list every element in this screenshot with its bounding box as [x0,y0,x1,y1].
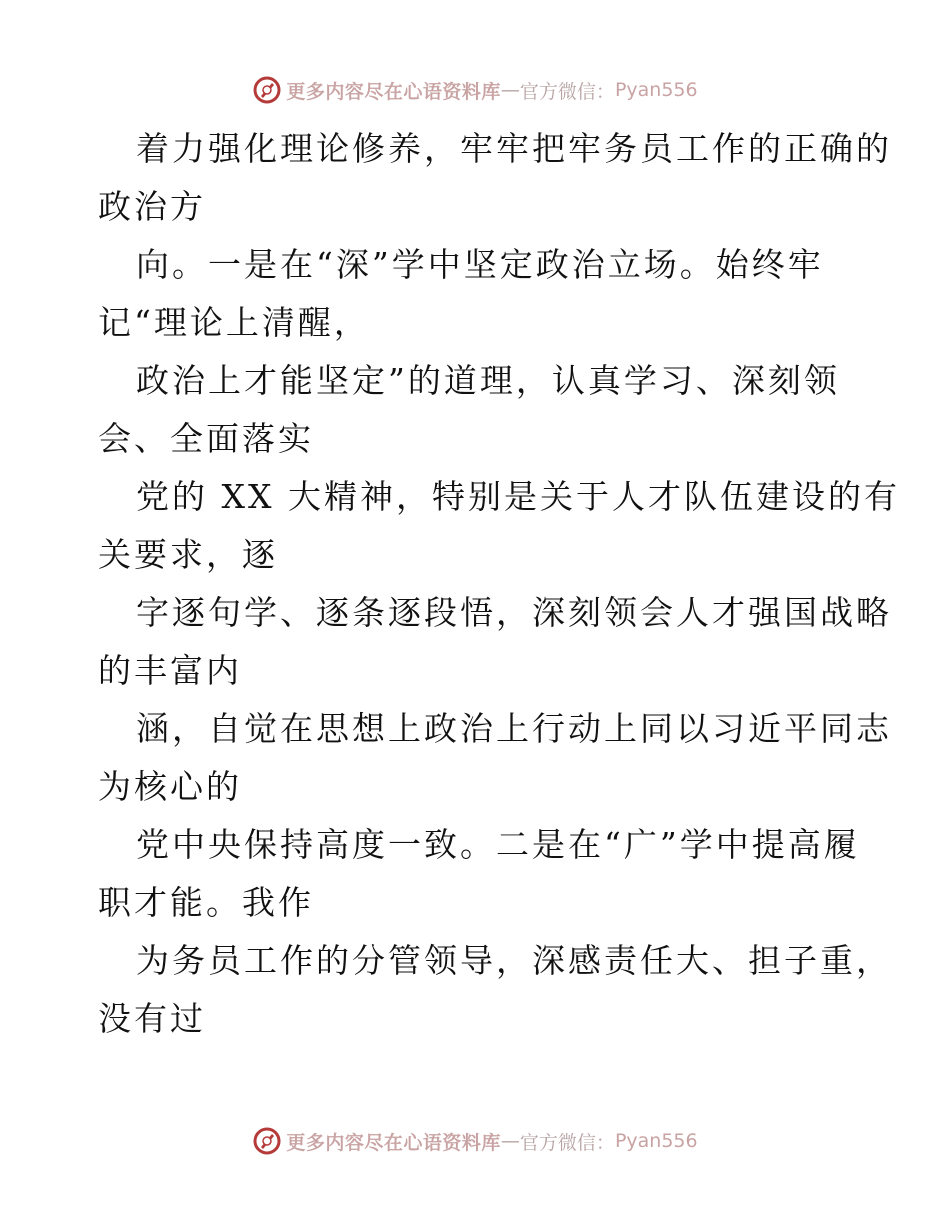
document-body [98,120,900,1048]
banner-brand-text: 更多内容尽在心语资料库 [286,1131,501,1154]
paragraph [98,700,892,816]
banner-dash: — [500,79,520,101]
paragraph-line-2: 的丰富内 [98,651,242,690]
paragraph [98,468,900,584]
paragraph [98,236,858,352]
paragraph-line-2: 没有过 [98,999,206,1038]
paragraph [98,932,892,1048]
paragraph-line-1: 字逐句学、逐条逐段悟，深刻领会人才强国战略 [136,593,892,632]
quill-logo-icon [252,1126,282,1156]
paragraph-line-2: 关要求，逐 [98,535,278,574]
paragraph-line-2: 政治方 [98,187,206,226]
paragraph-line-1: 涵，自觉在思想上政治上行动上同以习近平同志 [136,709,892,748]
banner-dash: — [500,1130,520,1152]
paragraph-line-1: 党的 XX 大精神，特别是关于人才队伍建设的有 [136,477,900,516]
banner-wechat-id: Pyan556 [614,79,698,101]
paragraph-line-2: 记“理论上清醒， [98,303,370,342]
banner-wechat-id: Pyan556 [614,1130,698,1152]
paragraph-line-1: 党中央保持高度一致。二是在“广”学中提高履 [136,825,860,864]
paragraph-line-1: 向。一是在“深”学中坚定政治立场。始终牢 [136,245,824,284]
paragraph-line-2: 为核心的 [98,767,242,806]
footer-banner [0,1121,950,1161]
paragraph [98,816,858,932]
paragraph [98,584,892,700]
paragraph-line-2: 会、全面落实 [98,419,314,458]
header-banner [0,70,950,110]
paragraph [98,120,892,236]
banner-brand-text: 更多内容尽在心语资料库 [286,80,501,103]
banner-official-label: 官方微信： [519,80,615,103]
quill-logo-icon [252,75,282,105]
paragraph-line-2: 职才能。我作 [98,883,314,922]
paragraph-line-1: 政治上才能坚定”的道理，认真学习、深刻领 [136,361,840,400]
paragraph [98,352,858,468]
paragraph-line-1: 为务员工作的分管领导，深感责任大、担子重， [136,941,892,980]
banner-official-label: 官方微信： [519,1131,615,1154]
paragraph-line-1: 着力强化理论修养，牢牢把牢务员工作的正确的 [136,129,892,168]
